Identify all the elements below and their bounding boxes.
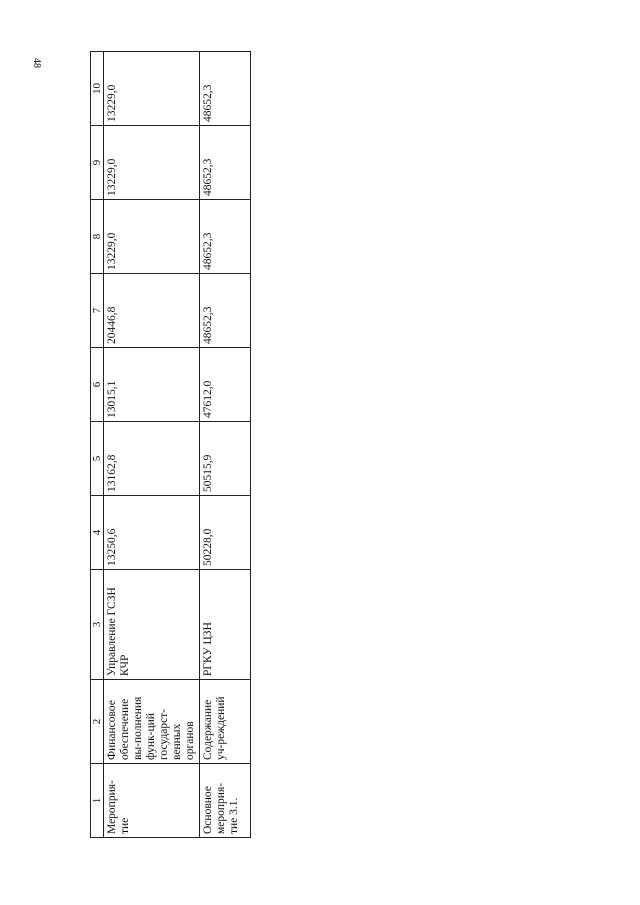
column-number: 9 [91, 126, 104, 200]
activity-name-cell: Финансовое обеспечение вы-полнения функ-ций государст-венных органов [104, 680, 200, 764]
value-cell: 13229,0 [104, 52, 200, 126]
table-header-row [91, 52, 104, 838]
budget-table-container [90, 52, 240, 838]
value-cell: 13015,1 [104, 348, 200, 422]
column-number: 10 [91, 52, 104, 126]
value-cell: 48652,3 [200, 274, 251, 348]
value-cell: 13229,0 [104, 200, 200, 274]
table-row [104, 52, 200, 838]
value-cell: 48652,3 [200, 126, 251, 200]
column-number: 3 [91, 570, 104, 680]
value-cell: 13250,6 [104, 496, 200, 570]
column-number: 1 [91, 764, 104, 838]
activity-type-cell: Основное мероприя-тие 3.1. [200, 764, 251, 838]
column-number: 8 [91, 200, 104, 274]
value-cell: 48652,3 [200, 52, 251, 126]
table-row [200, 52, 251, 838]
page-number: 48 [31, 58, 42, 68]
value-cell: 13162,8 [104, 422, 200, 496]
value-cell: 50515,9 [200, 422, 251, 496]
activity-type-cell: Мероприя-тие [104, 764, 200, 838]
value-cell: 47612,0 [200, 348, 251, 422]
budget-table [90, 51, 251, 838]
column-number: 5 [91, 422, 104, 496]
column-number: 7 [91, 274, 104, 348]
executor-cell: РГКУ ЦЗН [200, 570, 251, 680]
activity-name-cell: Содержание уч-реждений [200, 680, 251, 764]
column-number: 2 [91, 680, 104, 764]
executor-cell: Управление ГСЗН КЧР [104, 570, 200, 680]
column-number: 6 [91, 348, 104, 422]
value-cell: 48652,3 [200, 200, 251, 274]
value-cell: 13229,0 [104, 126, 200, 200]
value-cell: 20446,8 [104, 274, 200, 348]
value-cell: 50228,0 [200, 496, 251, 570]
column-number: 4 [91, 496, 104, 570]
